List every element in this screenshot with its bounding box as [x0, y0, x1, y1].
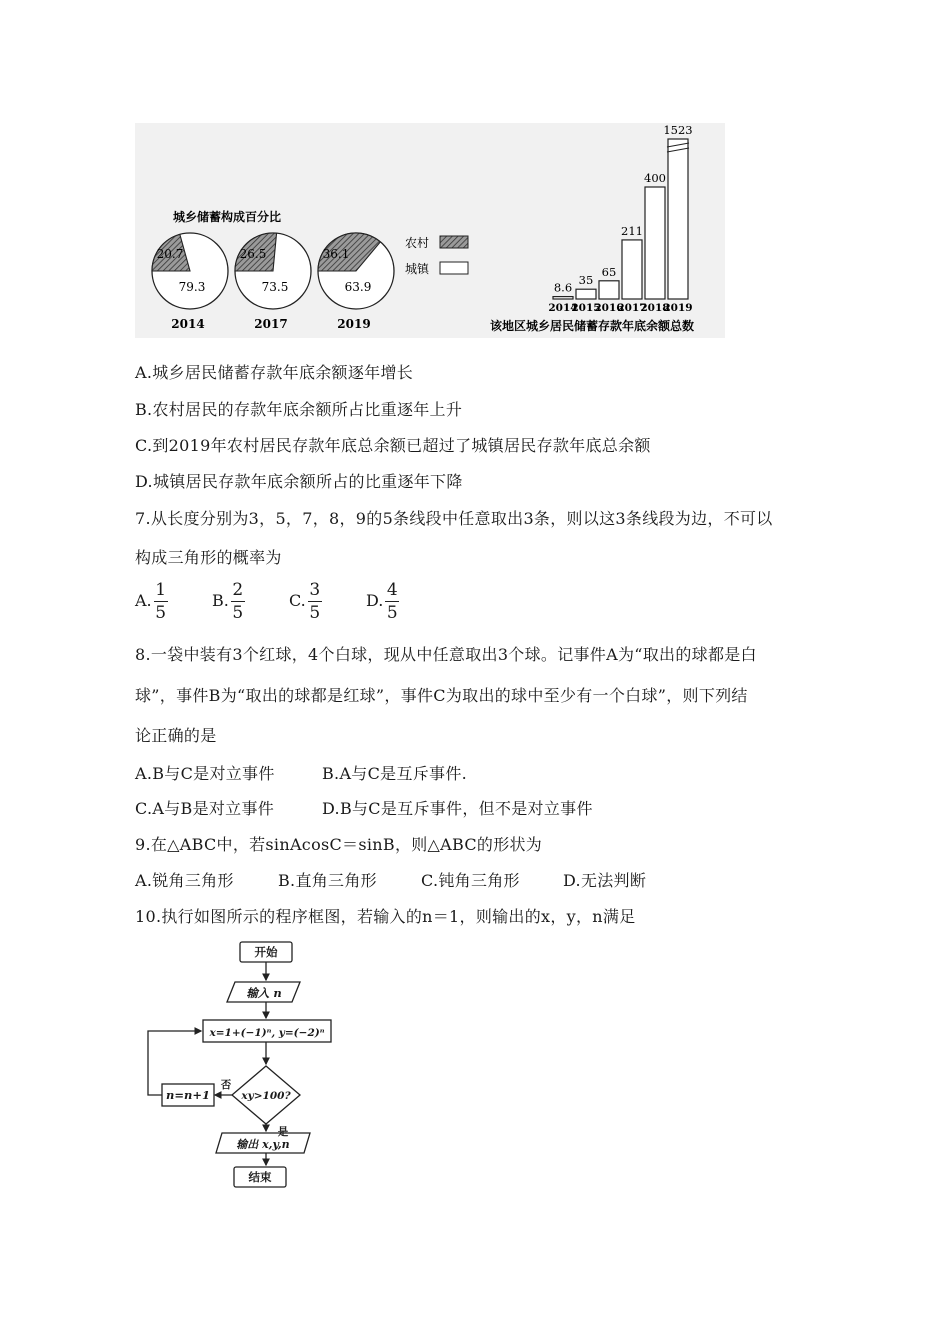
flow-input-label: 输入 n	[246, 986, 282, 1000]
pie-2017-urban-value: 73.5	[261, 280, 289, 294]
pie-2014-rural-value: 20.7	[156, 247, 184, 261]
bar-2019	[668, 139, 688, 299]
q7-option-a-denominator: 5	[155, 603, 167, 623]
pie-charts	[152, 233, 394, 331]
bar-2017	[622, 240, 642, 299]
q6-option-d: D.城镇居民存款年底余额所占的比重逐年下降	[135, 472, 463, 491]
bar-2018	[645, 187, 665, 299]
q6-option-b: B.农村居民的存款年底余额所占比重逐年上升	[135, 400, 463, 419]
bar-category-2019: 2019	[663, 302, 693, 314]
pie-2019-urban-value: 63.9	[344, 280, 372, 294]
pies-title: 城乡储蓄构成百分比	[173, 210, 282, 224]
bar-value-2017: 211	[621, 223, 643, 238]
legend-label-urban: 城镇	[405, 262, 430, 276]
q7-option-b-numerator: 2	[232, 580, 244, 600]
q8-option-c: C.A与B是对立事件	[135, 799, 275, 818]
bar-category-2014: 2014	[548, 302, 578, 314]
flow-increment-label: n=n+1	[166, 1088, 210, 1102]
q8-stem-line3: 论正确的是	[135, 726, 217, 745]
flowchart-svg	[140, 935, 340, 1195]
q7-option-d-numerator: 4	[386, 580, 398, 600]
bar-category-2015: 2015	[571, 302, 601, 314]
pie-2014-urban-value: 79.3	[178, 280, 206, 294]
pie-2019-year-label: 2019	[337, 317, 371, 331]
pie-2014-year-label: 2014	[171, 317, 205, 331]
bar-value-2015: 35	[578, 273, 594, 288]
bar-category-2016: 2016	[594, 302, 624, 314]
q9-option-d: D.无法判断	[563, 871, 647, 890]
q9-stem: 9.在△ABC中，若sinAcosC＝sinB，则△ABC的形状为	[135, 835, 543, 854]
q7-option-c-denominator: 5	[309, 603, 321, 623]
bar-category-2017: 2017	[617, 302, 647, 314]
bar-value-2014: 8.6	[553, 280, 573, 295]
statistics-figure-svg	[135, 123, 725, 338]
q7-option-b-fraction	[231, 580, 245, 623]
flow-start-label: 开始	[254, 945, 278, 959]
flow-yes-label: 是	[277, 1126, 289, 1138]
legend-label-rural: 农村	[405, 236, 430, 250]
q7-option-d-fraction	[385, 580, 399, 623]
flow-condition-label: xy>100?	[241, 1090, 291, 1102]
q7-option-d-denominator: 5	[386, 603, 398, 623]
q8-option-d: D.B与C是互斥事件，但不是对立事件	[322, 799, 593, 818]
q7-option-a-label: A.	[135, 591, 152, 610]
q6-option-c: C.到2019年农村居民存款年底总余额已超过了城镇居民存款年底总余额	[135, 436, 651, 455]
q9-option-a: A.锐角三角形	[135, 871, 234, 890]
q7-option-a-fraction	[154, 580, 168, 623]
bar-value-2018: 400	[644, 171, 666, 185]
bar-2016	[599, 281, 619, 299]
q7-option-c-fraction	[308, 580, 322, 623]
q8-stem-line2: 球”，事件B为“取出的球都是红球”，事件C为取出的球中至少有一个白球”，则下列结	[135, 686, 748, 705]
q7-option-c-numerator: 3	[309, 580, 321, 600]
q7-option-b	[212, 580, 245, 623]
q8-stem-line1: 8.一袋中装有3个红球，4个白球，现从中任意取出3个球。记事件A为“取出的球都是白	[135, 645, 757, 664]
q7-option-d	[366, 580, 399, 623]
bar-value-2016: 65	[601, 264, 617, 279]
pie-2017-year-label: 2017	[254, 317, 288, 331]
bar-value-2019: 1523	[663, 123, 693, 137]
q8-option-a: A.B与C是对立事件	[135, 764, 275, 783]
q7-option-c	[289, 580, 322, 623]
flow-no-label: 否	[220, 1079, 232, 1091]
q7-option-b-denominator: 5	[232, 603, 244, 623]
flow-output-label: 输出 x,y,n	[236, 1138, 290, 1151]
q8-option-b: B.A与C是互斥事件.	[322, 764, 468, 783]
q7-stem-line2: 构成三角形的概率为	[135, 548, 282, 567]
bar-chart-caption: 该地区城乡居民储蓄存款年底余额总数	[490, 319, 695, 333]
legend-swatch-urban	[440, 262, 468, 274]
bar-2015	[576, 289, 596, 299]
q7-option-d-label: D.	[366, 591, 384, 610]
q9-option-c: C.钝角三角形	[421, 871, 520, 890]
flow-assign-label: x=1+(−1)ⁿ, y=(−2)ⁿ	[209, 1027, 325, 1039]
q9-option-b: B.直角三角形	[278, 871, 377, 890]
bar-chart	[548, 123, 692, 314]
bar-2014	[553, 297, 573, 299]
statistics-figure	[135, 123, 725, 338]
q7-option-a-numerator: 1	[155, 580, 167, 600]
pie-2019-rural-value: 36.1	[322, 247, 350, 261]
q7-option-a	[135, 580, 168, 623]
legend-swatch-rural	[440, 236, 468, 248]
flowchart	[140, 935, 340, 1195]
q7-option-c-label: C.	[289, 591, 306, 610]
q6-option-a: A.城乡居民储蓄存款年底余额逐年增长	[135, 363, 414, 382]
bar-category-2018: 2018	[640, 302, 670, 314]
q7-stem-line1: 7.从长度分别为3，5，7，8，9的5条线段中任意取出3条，则以这3条线段为边，不可以	[135, 509, 773, 528]
pie-2017-rural-value: 26.5	[239, 247, 267, 261]
q7-option-b-label: B.	[212, 591, 229, 610]
flow-end-label: 结束	[248, 1170, 272, 1184]
q10-stem: 10.执行如图所示的程序框图，若输入的n＝1，则输出的x，y，n满足	[135, 907, 636, 926]
